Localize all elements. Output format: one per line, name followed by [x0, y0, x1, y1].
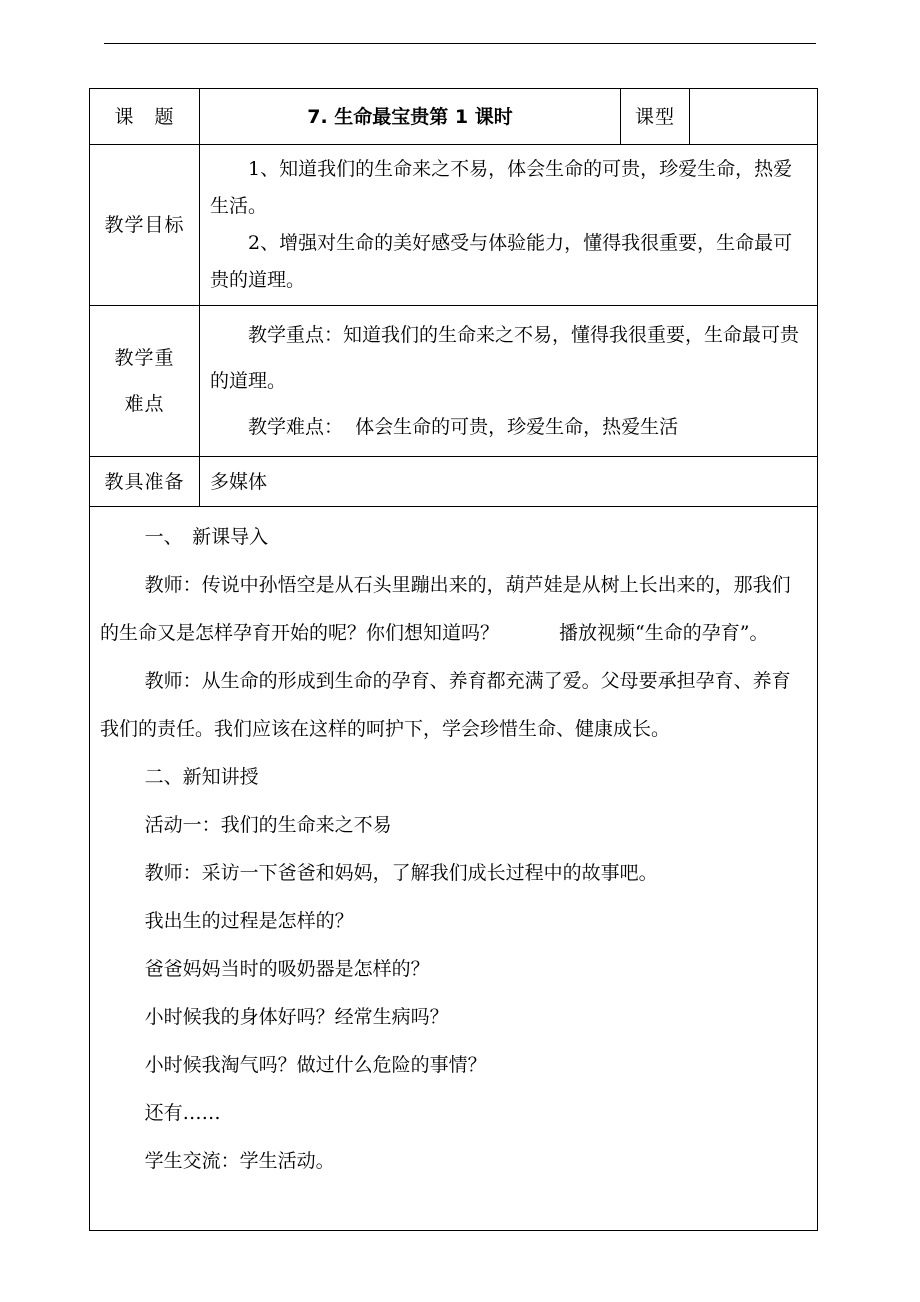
title-row	[90, 89, 818, 145]
header-rule	[104, 43, 816, 44]
teaching-focus: 教学重点：知道我们的生命来之不易，懂得我很重要，生命最可贵的道理。	[210, 324, 800, 392]
question-item: 小时候我淘气吗？做过什么危险的事情？	[144, 1054, 487, 1076]
love-paragraph: 教师：从生命的形成到生命的孕育、养育都充满了爱。父母要承担孕育、养育我们的责任。我们应该在这样的呵护下，学会珍惜生命、健康成长。	[100, 670, 791, 740]
topic-label: 课 题	[90, 89, 200, 145]
teacher-prompt: 教师：采访一下爸爸和妈妈，了解我们成长过程中的故事吧。	[144, 862, 658, 884]
student-exchange: 学生交流：学生活动。	[144, 1150, 335, 1172]
lesson-title: 7. 生命最宝贵第 1 课时	[200, 89, 621, 145]
materials-row	[90, 457, 818, 507]
lesson-plan-table	[89, 88, 818, 1231]
intro-paragraph	[100, 561, 809, 657]
section1-title: 一、 新课导入	[144, 526, 269, 548]
process-body	[100, 513, 809, 1185]
section2-title: 二、新知讲授	[144, 766, 259, 788]
goals-label: 教学目标	[90, 145, 200, 306]
goals-row	[90, 145, 818, 306]
question-item: 还有……	[144, 1102, 221, 1124]
type-label: 课型	[621, 89, 690, 145]
type-value	[690, 89, 818, 145]
process-row	[90, 507, 818, 1231]
activity-title: 活动一：我们的生命来之不易	[144, 814, 392, 836]
key-points-label	[90, 306, 200, 457]
materials-value: 多媒体	[200, 457, 818, 507]
key-points-label-line2: 难点	[124, 393, 165, 415]
goals-content	[200, 145, 818, 306]
teaching-difficulty: 教学难点： 体会生命的可贵，珍爱生命，热爱生活	[248, 416, 679, 438]
video-note: 播放视频“生命的孕育”。	[559, 622, 769, 644]
key-points-label-line1: 教学重	[114, 347, 175, 369]
question-item: 爸爸妈妈当时的吸奶器是怎样的？	[144, 958, 430, 980]
question-item: 小时候我的身体好吗？经常生病吗？	[144, 1006, 449, 1028]
intro-paragraph-text: 教师：传说中孙悟空是从石头里蹦出来的，葫芦娃是从树上长出来的，那我们的生命又是怎样孕育开始的呢？你们想知道吗？	[100, 574, 791, 644]
question-item: 我出生的过程是怎样的？	[144, 910, 354, 932]
teaching-process	[90, 507, 818, 1231]
materials-label: 教具准备	[90, 457, 200, 507]
goal-item: 1、知道我们的生命来之不易，体会生命的可贵，珍爱生命，热爱生活。	[210, 158, 793, 217]
goal-item: 2、增强对生命的美好感受与体验能力，懂得我很重要，生命最可贵的道理。	[210, 232, 793, 291]
key-points-content	[200, 306, 818, 457]
key-points-row	[90, 306, 818, 457]
